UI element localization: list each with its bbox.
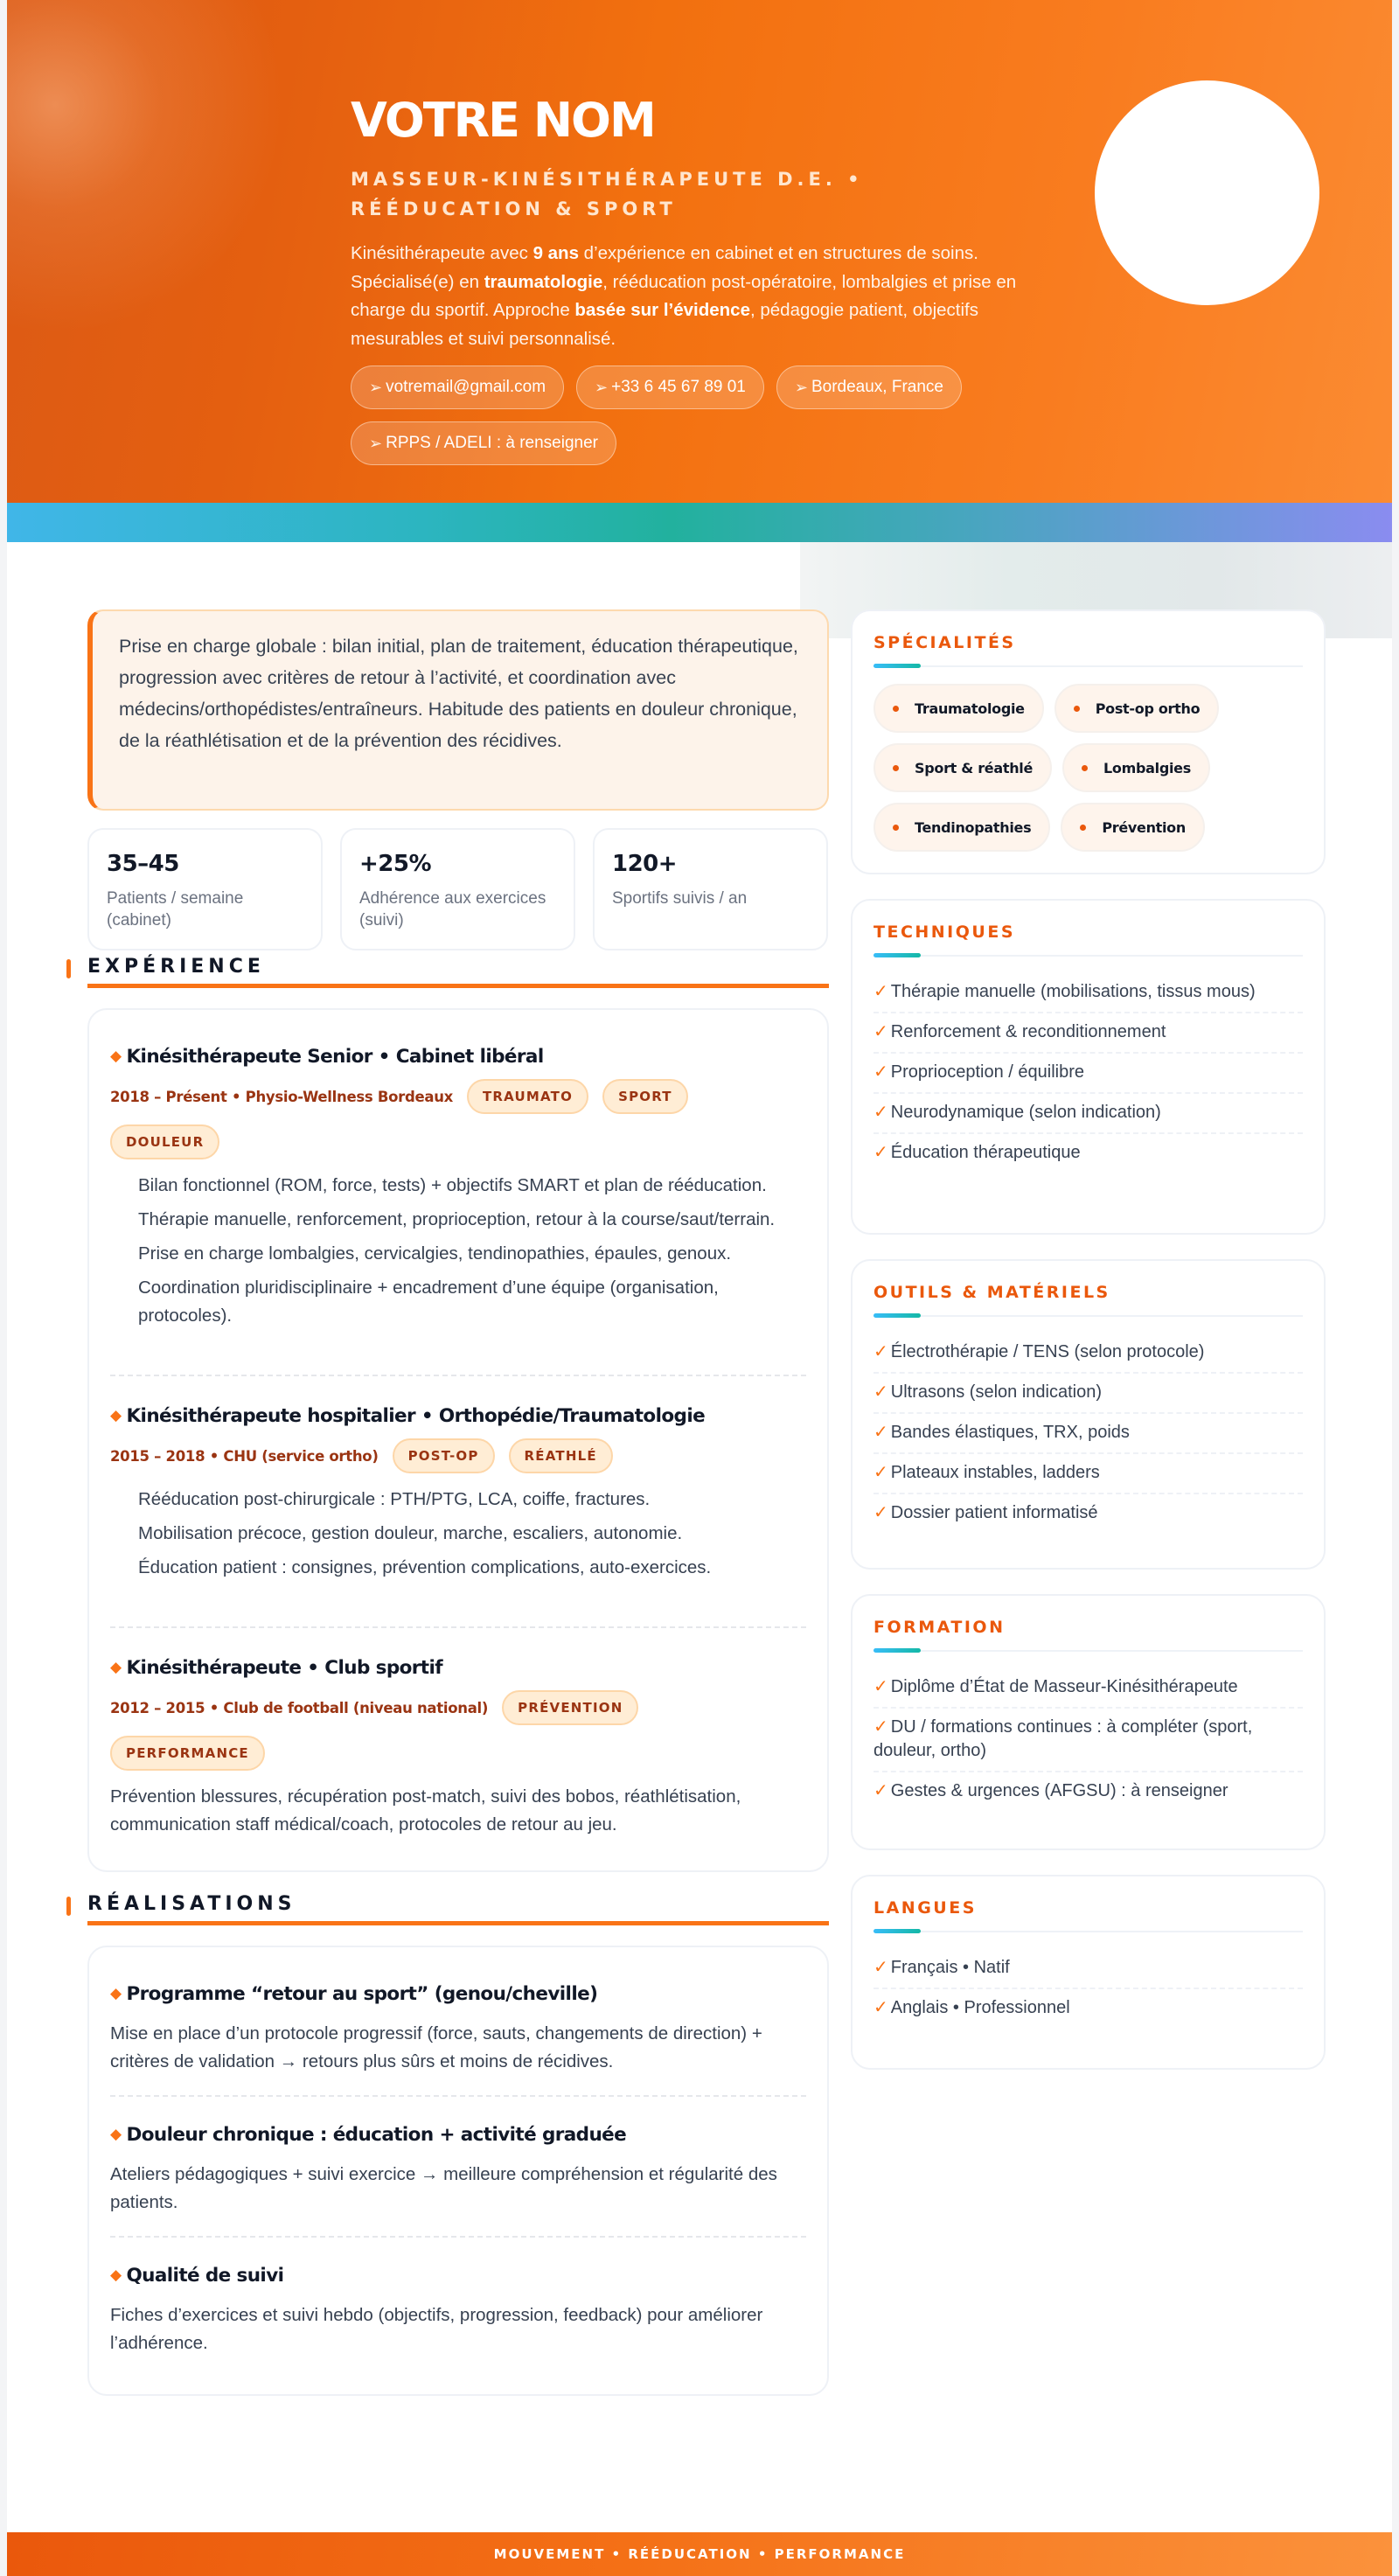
card-title: TECHNIQUES (874, 922, 1015, 942)
specialty-pill (874, 684, 1044, 733)
stat-card (87, 828, 323, 950)
contact-label: votremail@gmail.com (386, 378, 546, 396)
job-title (110, 1654, 806, 1681)
check-icon: ✓ (874, 1463, 888, 1482)
check-icon: ✓ (874, 1423, 888, 1442)
footer-banner: MOUVEMENT • RÉÉDUCATION • PERFORMANCE (7, 2532, 1392, 2576)
job-bullet: Bilan fonctionnel (ROM, force, tests) + objectifs SMART et plan de rééducation. (138, 1175, 767, 1195)
header (7, 0, 1392, 503)
specialty-pill (874, 803, 1050, 852)
langues-list (874, 1949, 1303, 2028)
section-title-experience (87, 952, 829, 992)
intro-part: d’expérience en cabinet et en structures de soins. Spécialisé(e) en (351, 243, 978, 292)
diamond-icon: ◆ (110, 1048, 122, 1065)
stat-value: 120+ (612, 851, 678, 877)
dot-icon (893, 706, 899, 712)
list-item-text: DU / formations continues : à compléter (sport, douleur, ortho) (874, 1717, 1253, 1760)
card-title: SPÉCIALITÉS (874, 633, 1016, 652)
card-title: FORMATION (874, 1618, 1006, 1637)
pill-label: Lombalgies (1103, 759, 1191, 776)
tag: RÉATHLÉ (509, 1438, 613, 1473)
specialty-pill (1054, 684, 1220, 733)
list-item (874, 1494, 1303, 1533)
list-item (874, 1949, 1303, 1989)
contact-phone[interactable] (576, 366, 764, 409)
specialty-pill (874, 743, 1052, 792)
check-icon: ✓ (874, 982, 888, 1001)
contact-rpps (351, 421, 616, 465)
list-item-text: Français • Natif (890, 1958, 1010, 1977)
dot-icon (1074, 706, 1080, 712)
list-item-text: Ultrasons (selon indication) (890, 1382, 1102, 1402)
job-bullet: Prise en charge lombalgies, cervicalgies, tendinopathies, épaules, genoux. (138, 1243, 732, 1264)
section-title-achievements (87, 1890, 829, 1930)
dot-icon (1082, 765, 1088, 771)
achievement-title (110, 2121, 806, 2148)
stat-card (593, 828, 828, 950)
job-title-text: Kinésithérapeute hospitalier • Orthopédie/Traumatologie (126, 1405, 706, 1427)
tag: DOULEUR (110, 1124, 219, 1159)
job-dates: 2018 – Présent • Physio-Wellness Bordeaux (110, 1088, 453, 1105)
achievement-title (110, 1981, 806, 2008)
stat-label: Adhérence aux exercices (suivi) (359, 889, 546, 929)
list-item (874, 1333, 1303, 1374)
stats-row (87, 828, 829, 950)
card-title: LANGUES (874, 1898, 977, 1918)
header-content (351, 94, 1041, 465)
achievement-item (110, 2236, 806, 2377)
check-icon: ✓ (874, 1503, 888, 1522)
job-title (110, 1403, 806, 1430)
list-item-text: Plateaux instables, ladders (890, 1463, 1100, 1482)
check-icon: ✓ (874, 1781, 888, 1800)
specialty-pills (874, 684, 1303, 852)
intro-highlight: 9 ans (532, 243, 579, 263)
list-item (874, 1374, 1303, 1414)
card-rule (874, 664, 1303, 668)
stat-value: +25% (359, 851, 432, 877)
arrow-icon: ➢ (369, 378, 383, 396)
contact-label: Bordeaux, France (811, 378, 943, 396)
main-column (87, 609, 829, 2396)
job-entry (110, 1043, 806, 1375)
check-icon: ✓ (874, 1022, 888, 1041)
outils-list (874, 1333, 1303, 1533)
tag: PERFORMANCE (110, 1736, 265, 1771)
list-item (874, 1709, 1303, 1772)
card-rule (874, 1313, 1303, 1318)
subtitle-line-2: RÉÉDUCATION & SPORT (351, 198, 677, 219)
achievement-item (110, 1981, 806, 2095)
list-item-text: Éducation thérapeutique (890, 1143, 1081, 1162)
achievement-title-text: Qualité de suivi (126, 2265, 284, 2287)
techniques-list (874, 973, 1303, 1173)
job-title-text: Kinésithérapeute • Club sportif (126, 1657, 442, 1679)
job-bullet: Coordination pluridisciplinaire + encadrement d’une équipe (organisation, protocoles). (138, 1278, 719, 1326)
job-bullet: Thérapie manuelle, renforcement, proprioception, retour à la course/saut/terrain. (138, 1209, 776, 1229)
list-item-text: Neurodynamique (selon indication) (890, 1103, 1161, 1122)
intro-highlight: traumatologie (484, 271, 603, 292)
job-title-text: Kinésithérapeute Senior • Cabinet libéral (126, 1046, 544, 1068)
section-marker (66, 959, 71, 978)
job-meta (110, 1690, 806, 1771)
list-item-text: Gestes & urgences (AFGSU) : à renseigner (890, 1781, 1228, 1800)
intro-part: , pédagogie patient, objectifs mesurables et suivi personnalisé. (351, 300, 978, 349)
list-item (874, 1094, 1303, 1134)
pill-label: Post-op ortho (1095, 700, 1201, 717)
card-rule (874, 1929, 1303, 1933)
outils-card (851, 1259, 1326, 1570)
job-description: Prévention blessures, récupération post-match, suivi des bobos, réathlétisation, communication staff médical/coach, protocoles de retour au jeu. (110, 1786, 741, 1835)
contact-email[interactable] (351, 366, 564, 409)
contact-list (351, 366, 1041, 465)
check-icon: ✓ (874, 1103, 888, 1122)
achievement-text: Ateliers pédagogiques + suivi exercice → meilleure compréhension et régularité des patients. (110, 2164, 777, 2212)
job-bullets (110, 1486, 806, 1582)
check-icon: ✓ (874, 1143, 888, 1162)
arrow-icon: ➢ (794, 378, 808, 396)
diamond-icon: ◆ (110, 1407, 122, 1424)
techniques-card (851, 899, 1326, 1235)
section-title-text: EXPÉRIENCE (87, 956, 265, 978)
list-item (874, 1772, 1303, 1811)
stat-label: Sportifs suivis / an (612, 889, 748, 908)
specialty-pill (1061, 803, 1205, 852)
check-icon: ✓ (874, 1958, 888, 1977)
achievement-title (110, 2262, 806, 2289)
job-dates: 2015 – 2018 • CHU (service ortho) (110, 1447, 379, 1465)
subtitle-line-1: MASSEUR-KINÉSITHÉRAPEUTE D.E. • (351, 169, 864, 190)
list-item (874, 1013, 1303, 1054)
job-subtitle (351, 164, 1041, 224)
stat-value: 35–45 (107, 851, 179, 877)
achievements-card (87, 1946, 829, 2396)
arrow-icon: ➢ (595, 378, 609, 396)
job-meta (110, 1438, 806, 1473)
dot-icon (893, 825, 899, 831)
dot-icon (893, 765, 899, 771)
pill-label: Tendinopathies (915, 818, 1032, 836)
pill-label: Prévention (1102, 818, 1186, 836)
section-rule (87, 984, 829, 988)
card-title: OUTILS & MATÉRIELS (874, 1283, 1110, 1302)
diamond-icon: ◆ (110, 2266, 122, 2284)
section-title-text: RÉALISATIONS (87, 1893, 296, 1915)
job-dates: 2012 – 2015 • Club de football (niveau national) (110, 1699, 489, 1716)
job-bullet: Éducation patient : consignes, prévention complications, auto-exercices. (138, 1557, 712, 1577)
job-meta (110, 1079, 806, 1159)
check-icon: ✓ (874, 1062, 888, 1082)
experience-card (87, 1008, 829, 1872)
card-rule (874, 1648, 1303, 1653)
dot-icon (1080, 825, 1086, 831)
pill-label: Traumatologie (915, 700, 1025, 717)
section-marker (66, 1897, 71, 1916)
section-rule (87, 1921, 829, 1925)
gradient-band (7, 503, 1392, 542)
achievement-title-text: Programme “retour au sport” (genou/cheville) (126, 1983, 598, 2005)
photo-placeholder (1095, 80, 1319, 305)
job-bullets (110, 1172, 806, 1330)
contact-label: +33 6 45 67 89 01 (611, 378, 746, 396)
contact-label: RPPS / ADELI : à renseigner (386, 434, 598, 452)
card-rule (874, 953, 1303, 957)
list-item (874, 1989, 1303, 2028)
diamond-icon: ◆ (110, 2126, 122, 2143)
achievement-text: Mise en place d’un protocole progressif (force, sauts, changements de direction) + critères de validation → retours plus sûrs et moins de récidives. (110, 2023, 762, 2071)
list-item-text: Électrothérapie / TENS (selon protocole) (890, 1342, 1205, 1361)
check-icon: ✓ (874, 1382, 888, 1402)
check-icon: ✓ (874, 1998, 888, 2017)
tag: SPORT (602, 1079, 688, 1114)
list-item-text: Renforcement & reconditionnement (890, 1022, 1166, 1041)
job-entry (110, 1626, 806, 1856)
list-item-text: Dossier patient informatisé (890, 1503, 1098, 1522)
list-item-text: Bandes élastiques, TRX, poids (890, 1423, 1130, 1442)
list-item (874, 973, 1303, 1013)
check-icon: ✓ (874, 1342, 888, 1361)
specialites-card (851, 609, 1326, 874)
check-icon: ✓ (874, 1717, 888, 1737)
achievement-text: Fiches d’exercices et suivi hebdo (objectifs, progression, feedback) pour améliorer l’adhérence. (110, 2305, 763, 2353)
job-bullet: Rééducation post-chirurgicale : PTH/PTG, LCA, coiffe, fractures. (138, 1489, 651, 1509)
achievement-title-text: Douleur chronique : éducation + activité graduée (126, 2124, 627, 2146)
arrow-icon: ➢ (369, 434, 383, 452)
list-item-text: Diplôme d’État de Masseur-Kinésithérapeute (890, 1677, 1238, 1696)
list-item (874, 1134, 1303, 1173)
job-title (110, 1043, 806, 1070)
list-item (874, 1414, 1303, 1454)
tag: POST-OP (393, 1438, 495, 1473)
intro-text (351, 240, 1041, 353)
list-item (874, 1454, 1303, 1494)
check-icon: ✓ (874, 1677, 888, 1696)
list-item-text: Thérapie manuelle (mobilisations, tissus mous) (890, 982, 1256, 1001)
list-item-text: Anglais • Professionnel (890, 1998, 1070, 2017)
list-item (874, 1054, 1303, 1094)
job-bullet: Mobilisation précoce, gestion douleur, marche, escaliers, autonomie. (138, 1523, 683, 1543)
tag: PRÉVENTION (502, 1690, 638, 1725)
stat-label: Patients / semaine (cabinet) (107, 889, 244, 929)
sidebar (851, 609, 1326, 2094)
summary-box: Prise en charge globale : bilan initial, plan de traitement, éducation thérapeutique, progression avec critères de retour à l’activité, et coordination avec médecins/orthopédistes/entraîneurs. Habitude des patients en douleur chronique, de la réathlétisation et de la prévention des récidives. (87, 609, 829, 811)
specialty-pill (1062, 743, 1210, 792)
stat-card (340, 828, 575, 950)
intro-part: , rééducation post-opératoire, lombalgies et prise en charge du sportif. Approche (351, 271, 1017, 320)
list-item (874, 1668, 1303, 1709)
contact-location (776, 366, 962, 409)
tag: TRAUMATO (467, 1079, 588, 1114)
langues-card (851, 1875, 1326, 2070)
job-entry (110, 1375, 806, 1626)
pill-label: Sport & réathlé (915, 759, 1034, 776)
formation-list (874, 1668, 1303, 1811)
list-item-text: Proprioception / équilibre (890, 1062, 1085, 1082)
diamond-icon: ◆ (110, 1985, 122, 2002)
intro-highlight: basée sur l’évidence (574, 300, 750, 320)
diamond-icon: ◆ (110, 1659, 122, 1676)
candidate-name: VOTRE NOM (351, 93, 655, 148)
achievement-item (110, 2095, 806, 2236)
intro-part: Kinésithérapeute avec (351, 243, 533, 263)
formation-card (851, 1594, 1326, 1850)
